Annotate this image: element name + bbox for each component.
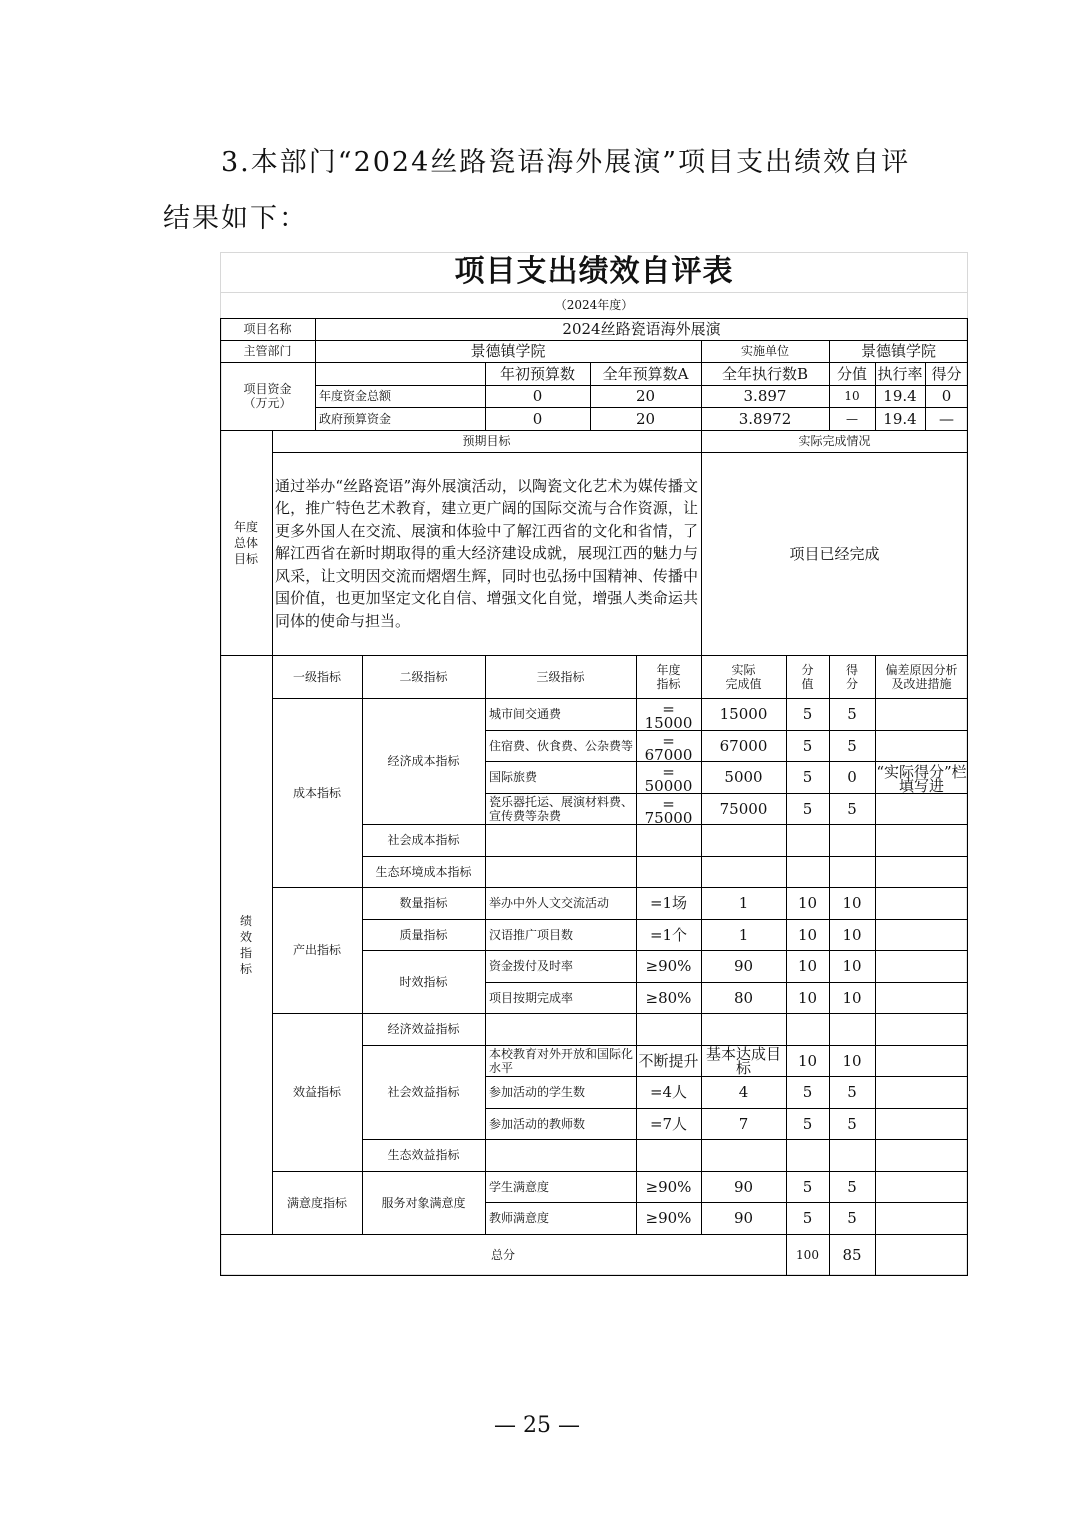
table-row-value: 10 bbox=[797, 1051, 818, 1070]
funds-header: 年初预算数 bbox=[499, 364, 575, 383]
table-row-target: = 50000 bbox=[644, 763, 693, 793]
funds-label: 项目资金 （万元） bbox=[243, 382, 292, 410]
table-row-actual: 1 bbox=[738, 894, 749, 912]
table-row-score: 5 bbox=[847, 799, 857, 818]
ind-header-reason: 偏差原因分析 及改进措施 bbox=[885, 662, 958, 691]
table-row-l3: 国际旅费 bbox=[489, 770, 538, 784]
table-row-l3: 汉语推广项目数 bbox=[489, 927, 574, 942]
table-row-actual: 80 bbox=[733, 988, 754, 1007]
funds-initial: 0 bbox=[532, 409, 543, 428]
ind-header-l1: 一级指标 bbox=[292, 669, 341, 684]
table-row-score: 5 bbox=[847, 705, 857, 723]
funds-score-value: — bbox=[846, 411, 858, 426]
funds-row-label: 年度资金总额 bbox=[319, 389, 392, 403]
table-row-score: 5 bbox=[847, 736, 857, 755]
goal-expected-text: 通过举办“丝路瓷语”海外展演活动，以陶瓷文化艺术为媒传播文化，推广特色艺术教育，建立更广阔的国际交流与合作资源，让更多外国人在交流、展演和体验中了解江西省的文化和省情，了解江西省在新时期取得的重大经济建设成就，展现江西的魅力与风采，让文明因交流而熠熠生辉，同时也弘扬中国精神、传播中国价值，也更加坚定文化自信、增强文化自觉，增强人类命运共同体的使命与担当。 bbox=[275, 476, 698, 630]
funds-score: 0 bbox=[941, 387, 952, 405]
table-row-target: =7人 bbox=[649, 1114, 688, 1133]
table-row-value: 5 bbox=[802, 799, 813, 818]
goal-expected-label: 预期目标 bbox=[462, 434, 511, 448]
table-row-target: ≥90% bbox=[645, 957, 692, 975]
table-row-actual: 90 bbox=[733, 1177, 754, 1196]
funds-exec: 3.897 bbox=[743, 387, 787, 405]
table-row-target: ≥90% bbox=[645, 1177, 692, 1196]
funds-row-label: 政府预算资金 bbox=[319, 411, 392, 426]
table-row-actual: 5000 bbox=[724, 768, 763, 786]
table-year: （2024年度） bbox=[554, 298, 634, 312]
performance-table bbox=[220, 252, 968, 1276]
table-row-score: 5 bbox=[847, 1177, 857, 1196]
intro-line-2: 结果如下： bbox=[163, 203, 308, 234]
table-row-target: = 15000 bbox=[644, 700, 693, 730]
table-row-target: =1场 bbox=[649, 894, 688, 912]
table-row-value: 10 bbox=[797, 894, 818, 912]
impl-label: 实施单位 bbox=[740, 344, 789, 358]
table-row-l3: 住宿费、伙食费、公杂费等 bbox=[489, 738, 634, 753]
goal-actual-text: 项目已经完成 bbox=[789, 544, 880, 563]
table-row-reason: “实际得分”栏填写进 bbox=[876, 763, 967, 793]
table-row-value: 5 bbox=[802, 1083, 813, 1101]
funds-rate: 19.4 bbox=[883, 409, 917, 428]
goal-label: 年度 总体 目标 bbox=[233, 519, 258, 566]
table-row-score: 5 bbox=[847, 1083, 857, 1101]
table-row-l3: 教师满意度 bbox=[489, 1211, 550, 1225]
table-row-value: 10 bbox=[797, 988, 818, 1007]
table-row-score: 10 bbox=[842, 894, 862, 912]
ind-header-score: 得 分 bbox=[845, 662, 858, 691]
funds-annual: 20 bbox=[635, 387, 656, 405]
l2-quality: 质量指标 bbox=[399, 927, 448, 942]
total-value: 100 bbox=[796, 1248, 819, 1262]
l2-social-cost: 社会成本指标 bbox=[387, 833, 460, 847]
table-row-actual: 4 bbox=[738, 1083, 749, 1101]
table-row-l3: 城市间交通费 bbox=[489, 707, 562, 721]
l2-econ-cost: 经济成本指标 bbox=[387, 754, 460, 768]
funds-header: 全年执行数B bbox=[721, 364, 809, 383]
table-row-value: 10 bbox=[797, 925, 818, 944]
l2-service: 服务对象满意度 bbox=[381, 1195, 466, 1210]
table-row-l3: 资金拨付及时率 bbox=[489, 959, 574, 973]
intro-line-1: 3.本部门“2024丝路瓷语海外展演”项目支出绩效自评 bbox=[221, 147, 911, 178]
table-title: 项目支出绩效自评表 bbox=[454, 254, 734, 289]
table-row-target: =4人 bbox=[649, 1083, 688, 1101]
table-row-score: 10 bbox=[842, 1051, 862, 1070]
funds-header: 全年预算数A bbox=[602, 364, 689, 383]
perf-label: 绩 效 指 标 bbox=[239, 913, 252, 976]
l2-social-benefit: 社会效益指标 bbox=[387, 1085, 460, 1099]
ind-header-l2: 二级指标 bbox=[399, 669, 448, 684]
table-row-target: 不断提升 bbox=[638, 1051, 699, 1070]
funds-rate: 19.4 bbox=[883, 387, 917, 405]
l2-timeliness: 时效指标 bbox=[399, 974, 448, 989]
table-row-value: 5 bbox=[802, 1177, 813, 1196]
table-row-l3: 项目按期完成率 bbox=[489, 990, 574, 1005]
table-row-actual: 90 bbox=[733, 957, 754, 975]
funds-initial: 0 bbox=[532, 387, 543, 405]
table-row-actual: 7 bbox=[738, 1114, 749, 1133]
table-row-actual: 1 bbox=[738, 925, 749, 944]
table-row-actual: 67000 bbox=[719, 736, 768, 755]
funds-score: — bbox=[939, 409, 954, 428]
ind-header-target: 年度 指标 bbox=[656, 662, 681, 691]
ind-header-actual: 实际 完成值 bbox=[725, 662, 762, 691]
table-row-value: 5 bbox=[802, 705, 813, 723]
table-row-score: 10 bbox=[842, 988, 862, 1007]
funds-annual: 20 bbox=[635, 409, 656, 428]
total-score: 85 bbox=[842, 1246, 862, 1264]
table-row-score: 0 bbox=[847, 768, 857, 786]
funds-header: 执行率 bbox=[877, 364, 923, 383]
table-row-target: ≥90% bbox=[645, 1209, 692, 1227]
l2-eco-benefit: 生态效益指标 bbox=[387, 1148, 460, 1162]
table-row-target: =1个 bbox=[649, 925, 688, 944]
project-name-label: 项目名称 bbox=[243, 322, 292, 336]
table-row-value: 10 bbox=[797, 957, 818, 975]
l2-env-cost: 生态环境成本指标 bbox=[375, 864, 472, 879]
table-row-score: 10 bbox=[842, 957, 862, 975]
table-row-target: = 75000 bbox=[644, 795, 693, 824]
table-row-value: 5 bbox=[802, 736, 813, 755]
impl-value: 景德镇学院 bbox=[860, 342, 936, 360]
page-number: — 25 — bbox=[494, 1413, 580, 1438]
l1-benefit: 效益指标 bbox=[292, 1085, 341, 1099]
table-row-l3: 参加活动的教师数 bbox=[489, 1116, 586, 1131]
table-row-l3: 参加活动的学生数 bbox=[489, 1085, 586, 1099]
table-row-score: 5 bbox=[847, 1209, 857, 1227]
table-row-actual: 基本达成目标 bbox=[705, 1045, 781, 1076]
dept-label: 主管部门 bbox=[243, 344, 292, 358]
l1-cost: 成本指标 bbox=[292, 785, 341, 800]
l2-econ-benefit: 经济效益指标 bbox=[387, 1022, 460, 1036]
table-row-l3: 举办中外人文交流活动 bbox=[489, 896, 610, 910]
table-row-l3: 学生满意度 bbox=[489, 1179, 550, 1194]
table-row-value: 5 bbox=[802, 1209, 813, 1227]
table-row-value: 5 bbox=[802, 1114, 813, 1133]
table-row-actual: 15000 bbox=[719, 705, 768, 723]
table-row-value: 5 bbox=[802, 768, 813, 786]
table-row-score: 10 bbox=[842, 925, 862, 944]
table-row-l3: 本校教育对外开放和国际化水平 bbox=[489, 1046, 634, 1075]
ind-header-l3: 三级指标 bbox=[536, 669, 585, 684]
l1-output: 产出指标 bbox=[292, 943, 341, 957]
goal-actual-label: 实际完成情况 bbox=[798, 434, 871, 448]
intro-paragraph bbox=[163, 135, 923, 247]
table-row-l3: 瓷乐器托运、展演材料费、宣传费等杂费 bbox=[489, 794, 634, 823]
table-row-actual: 90 bbox=[733, 1209, 754, 1227]
dept-value: 景德镇学院 bbox=[470, 342, 546, 360]
table-row-actual: 75000 bbox=[719, 799, 768, 818]
funds-header: 分值 bbox=[836, 364, 867, 383]
total-label: 总分 bbox=[490, 1248, 515, 1262]
project-name-value: 2024丝路瓷语海外展演 bbox=[562, 320, 721, 338]
funds-score-value: 10 bbox=[844, 389, 860, 403]
ind-header-value: 分 值 bbox=[801, 662, 814, 691]
funds-exec: 3.8972 bbox=[738, 409, 792, 428]
l2-quantity: 数量指标 bbox=[399, 896, 448, 910]
l1-satisfaction: 满意度指标 bbox=[286, 1195, 347, 1210]
funds-header: 得分 bbox=[931, 364, 962, 383]
table-row-target: ≥80% bbox=[645, 988, 692, 1007]
table-row-target: = 67000 bbox=[644, 732, 693, 761]
table-row-score: 5 bbox=[847, 1114, 857, 1133]
